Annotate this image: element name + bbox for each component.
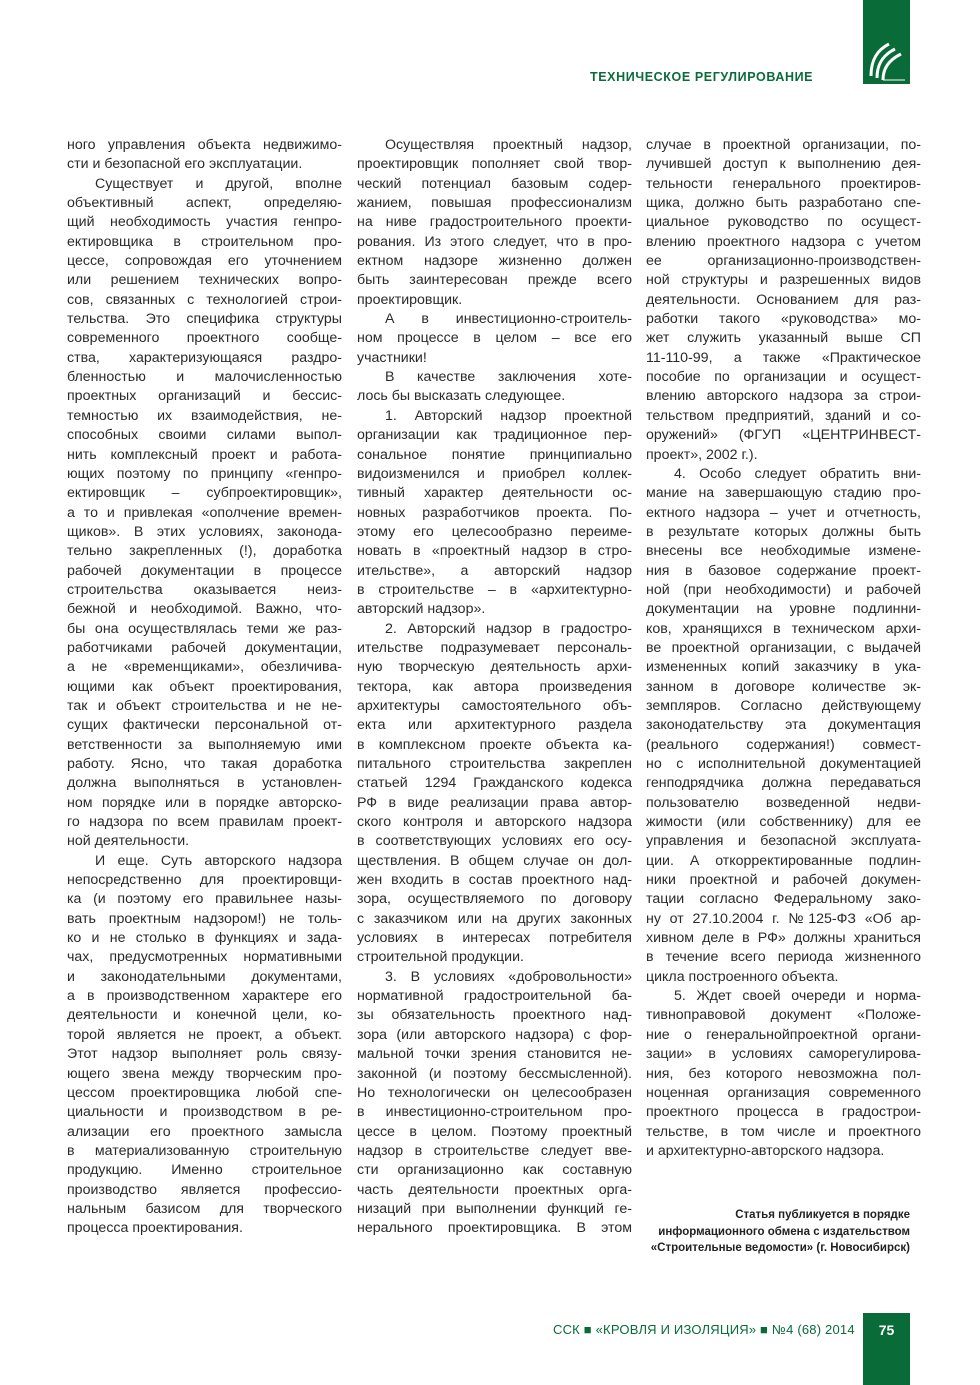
text-line: должна выполняться в установлен- [67,775,342,792]
text-line: тации согласно Федеральному зако- [646,891,921,908]
text-line: Осуществляя проектный надзор, [385,137,632,153]
text-line: условиях в интересах потребителя [357,930,632,947]
text-line: непосредственно для проектировщи- [67,872,342,889]
text-line: тектора, как автора произведения [357,678,632,695]
text-line: оружений» (ФГУП «ЦЕНТРИНВЕСТ- [646,427,921,444]
text-line: ко и не столько в функциях и зада- [67,930,342,947]
text-line: деятельности. Основанием для раз- [646,291,921,308]
text-line: питального строительства закреплен [357,756,632,772]
text-line: а то и привлекая «ополчение времен- [67,504,342,521]
text-line: и архитектурно-авторского надзора. [646,1142,885,1159]
text-line: часть деятельности проектных орга- [357,1181,632,1198]
text-line: или решением технических вопро- [67,272,342,289]
text-line: цессе, сопровождая его уточнением [67,253,342,270]
page-number: 75 [878,1322,895,1338]
text-line: ного управления объекта недвижимо- [67,137,342,153]
text-line: щий необходимость участия генпро- [67,214,342,231]
text-line: в соответствующих условиях его осу- [357,833,632,850]
text-line: рабочей документации в процессе [67,562,342,579]
text-line: сональное понятие принципиально [357,446,632,463]
text-line: а в производственном характере его [67,988,342,1005]
text-line: тельно закрепленных (!), доработка [67,543,342,560]
text-line: РФ в виде реализации права автор- [357,794,632,811]
text-line: бы она осуществлялась теми же раз- [67,620,342,637]
text-line: ную творческую деятельность архи- [357,659,632,676]
text-line: В качестве заключения хоте- [385,369,632,386]
text-line: новных разработчиков проекта. По- [357,504,632,521]
text-line: деятельности и конечной цели, ко- [67,1007,342,1024]
logo-block [863,0,910,84]
text-line: ники проектной и рабочей докумен- [646,872,921,889]
text-line: ющего звена между творческим про- [67,1065,342,1082]
text-line: нерального проектировщика. В этом [357,1220,632,1237]
text-line: в материализованную строительную [67,1142,342,1159]
text-line: ектного надзора – учет и отчетность, [646,504,921,521]
text-line: в результате которых должны быть [646,523,921,540]
text-line: работки такого «руководства» мо- [646,311,921,328]
credit-line-2: информационного обмена с издательством [658,1225,910,1238]
text-line: а не «временщиками», обезличива- [67,659,342,676]
text-line: ческий потенциал базовым содер- [357,175,632,192]
text-line: 3. В условиях «добровольности» [385,968,632,985]
text-line: и законодательными документами, [67,968,342,985]
text-line: низаций при выполнении функций ге- [357,1200,632,1217]
text-line: ства, характеризующаяся раздро- [67,349,342,366]
text-line: проектных организаций и бессис- [67,388,342,405]
text-line: ительстве», а авторский надзор [357,562,632,579]
text-line: ветственности за выполняемую ими [67,736,342,753]
text-line: ского контроля и авторского надзора [357,814,632,831]
text-line: зы обязательность проектного над- [357,1007,632,1024]
text-line: влению авторского надзора за строи- [646,388,921,405]
text-line: в течение всего периода жизненного [646,949,921,966]
section-title: ТЕХНИЧЕСКОЕ РЕГУЛИРОВАНИЕ [590,70,814,84]
credit-line-3: «Строительные ведомости» (г. Новосибирск) [650,1242,910,1254]
text-line: продукцию. Именно строительное [67,1162,342,1179]
text-line: щиков». В этих условиях, законода- [67,523,342,540]
text-line: законной (и поэтому бессмысленной). [357,1065,632,1082]
article-column-3 [646,136,921,1161]
text-line: генподрядчика должна передаваться [646,775,921,792]
text-line: 5. Ждет своей очереди и норма- [674,988,921,1005]
text-line: документации на уровне подлинни- [646,601,921,618]
text-line: жен входить в состав проектного над- [357,872,632,889]
text-line: ной (при необходимости) и рабочей [646,581,921,598]
swoosh-logo-icon [867,38,907,82]
text-line: тивный характер деятельности ос- [357,485,632,502]
text-line: ющих поэтому по принципу «генпро- [67,465,342,482]
text-line: видоизменился и приобрел коллек- [357,465,632,482]
text-line: строительной продукции. [357,949,524,966]
text-line: лучившей доступ к выполнению дея- [646,156,921,173]
text-line: ну от 27.10.2004 г. №125-ФЗ «Об ар- [646,910,921,927]
text-line: 2. Авторский надзор в градостро- [385,620,632,637]
publication-credit [640,1207,910,1257]
credit-line-1: Статья публикуется в порядке [735,1209,910,1221]
text-line: щика, должно быть разработано спе- [646,195,921,212]
text-line: авторский надзор». [357,601,486,618]
text-line: в строительстве – в «архитектурно- [357,581,632,598]
text-line: внесены все необходимые измене- [646,543,921,560]
text-line: измененных копий заказчику в ука- [646,659,921,676]
text-line: циальное руководство по осущест- [646,214,921,231]
text-line: ном процессе в целом – все его [357,330,632,347]
text-line: ции. А откорректированные подлин- [646,852,921,869]
text-line: ектировщика в строительном про- [67,233,342,250]
article-column-1 [67,136,342,1239]
text-line: ее организационно-производствен- [646,253,921,270]
text-line: темностью их взаимодействия, не- [67,407,342,424]
text-line: ализации его проектного замысла [67,1123,342,1140]
text-line: тельства. Это специфика структуры [67,311,342,328]
text-line: объективный аспект, определяю- [67,195,342,212]
text-line: ния в базовое содержание проект- [646,562,921,579]
text-line: зора, осуществляемого по договору [357,891,632,908]
text-line: пользователю возведенной недви- [646,794,921,811]
text-line: зора (или авторского надзора) с фор- [357,1026,632,1043]
text-line: ющими как объект проектирования, [67,678,342,695]
text-line: случае в проектной организации, по- [646,137,921,153]
text-line: мание на завершающую стадию про- [646,485,921,502]
text-line: 4. Особо следует обратить вни- [674,465,921,482]
text-line: ществления. В общем случае он дол- [357,852,632,869]
text-line: ной деятельности. [67,833,190,850]
text-line: 1. Авторский надзор проектной [385,407,632,424]
text-line: зации» в условиях саморегулирова- [646,1046,921,1063]
text-line: бежной и необходимой. Важно, что- [67,601,342,618]
text-line: жимости (или собственнику) для ее [646,814,921,831]
text-line: го надзора по всем правилам проект- [67,814,342,831]
text-line: ектном надзоре жизненно должен [357,253,632,270]
text-line: законодательству эта документация [646,717,921,734]
text-line: циальности и производством в ре- [67,1104,342,1121]
text-line: организации как традиционное пер- [357,427,632,444]
text-line: влению проектного надзора с учетом [646,233,921,250]
text-line: нальным базисом для творческого [67,1200,342,1217]
text-line: чах, предусмотренных нормативными [67,949,342,966]
text-line: нить комплексный проект и работа- [67,446,342,463]
text-line: занном в договоре количестве эк- [646,678,921,695]
text-line: статьей 1294 Гражданского кодекса [357,775,632,792]
text-line: участники! [357,349,427,366]
text-line: так и объект строительства и не не- [67,697,342,714]
text-line: управления и безопасной эксплуата- [646,833,921,850]
article-column-2 [357,136,632,1239]
text-line: ков, хранящихся в техническом архи- [646,620,921,637]
text-line: тельстве, в том числе и проектного [646,1123,921,1140]
text-line: сов, связанных с технологией строи- [67,291,342,308]
text-line: проектного процесса в градострои- [646,1104,921,1121]
text-line: хивном деле в РФ» должны храниться [646,930,921,947]
text-line: ной структуры и разрешенных видов [646,272,921,289]
text-line: в комплексном проекте объекта ка- [357,736,632,753]
text-line: быть заинтересован прежде всего [357,272,632,289]
text-line: производство является профессио- [67,1181,342,1198]
text-line: И еще. Суть авторского надзора [95,852,342,869]
text-line: Этот надзор выполняет роль связу- [67,1046,342,1063]
text-line: этому его целесообразно переиме- [357,523,632,540]
text-line: екта или архитектурного раздела [357,717,632,734]
text-line: пособие по организации и осущест- [646,369,921,386]
text-line: цикла построенного объекта. [646,968,839,985]
text-line: архитектуры самостоятельного объ- [357,697,632,714]
text-line: земпляров. Согласно действующему [646,697,921,714]
text-line: тельством предприятий, зданий и со- [646,407,921,424]
text-line: тельности генерального проектиров- [646,175,921,192]
text-line: на ниве градостроительного проекти- [357,214,632,231]
text-line: надзор в строительстве следует вве- [357,1142,632,1159]
page-number-box [863,1313,910,1385]
text-line: рования. Из этого следует, что в про- [357,233,632,250]
text-line: сти и безопасной его эксплуатации. [67,156,303,173]
text-line: (реального содержания!) совмест- [646,736,921,753]
text-line: но с исполнительной документацией [646,756,921,772]
text-line: новать в «проектный надзор в стро- [357,543,632,560]
text-line: проектировщик. [357,291,463,308]
text-line: сущих фактически персональной от- [67,717,342,734]
text-line: ительстве подразумевает персональ- [357,639,632,656]
text-line: ние о генеральнойпроектной органи- [646,1026,921,1043]
text-line: лось бы высказать следующее. [357,388,566,405]
text-line: ноценная организация современного [646,1084,921,1101]
text-line: мальной точки зрения становится не- [357,1046,632,1063]
text-line: строительства оказывается неиз- [67,581,342,598]
text-line: цессом проектировщика любой спе- [67,1084,342,1101]
text-line: ном порядке или в порядке авторско- [67,794,342,811]
text-line: ве проектной организации, с выдачей [646,639,921,656]
text-line: жет служить указанный выше СП [646,330,921,347]
text-line: работчиками рабочей документации, [67,639,342,656]
text-line: Существует и другой, вполне [95,175,342,192]
text-line: сти организационно как составную [357,1162,632,1179]
text-line: способных своими силами выпол- [67,427,342,444]
text-line: нормативной градостроительной ба- [357,988,632,1005]
text-line: тивноправовой документ «Положе- [646,1007,921,1024]
text-line: жанием, повышая профессионализм [357,195,632,212]
text-line: торой является не проект, а объект. [67,1026,342,1043]
text-line: в инвестиционно-строительном про- [357,1104,632,1121]
text-line: работу. Ясно, что такая доработка [67,756,342,772]
text-line: вать проектным надзором!) не толь- [67,910,342,927]
text-line: ектировщик – субпроектировщик», [67,485,342,502]
footer-publication: ССК ■ «КРОВЛЯ И ИЗОЛЯЦИЯ» ■ №4 (68) 2014 [553,1322,855,1337]
text-line: с заказчиком или на других законных [357,910,632,927]
text-line: 11-110-99, а также «Практическое [646,349,921,366]
text-line: процесса проектирования. [67,1220,243,1237]
text-line: проектировщик пополняет свой твор- [357,156,632,173]
text-line: ния, без которого невозможна пол- [646,1065,921,1082]
text-line: бленностью и малочисленностью [67,369,342,386]
text-line: ка (и поэтому его правильнее назы- [67,891,342,908]
text-line: проект», 2002 г.). [646,446,758,463]
text-line: Но технологически он целесообразен [357,1084,632,1101]
text-line: современного проектного сообще- [67,330,342,347]
text-line: А в инвестиционно-строитель- [385,311,632,328]
text-line: цессе в целом. Поэтому проектный [357,1123,632,1140]
